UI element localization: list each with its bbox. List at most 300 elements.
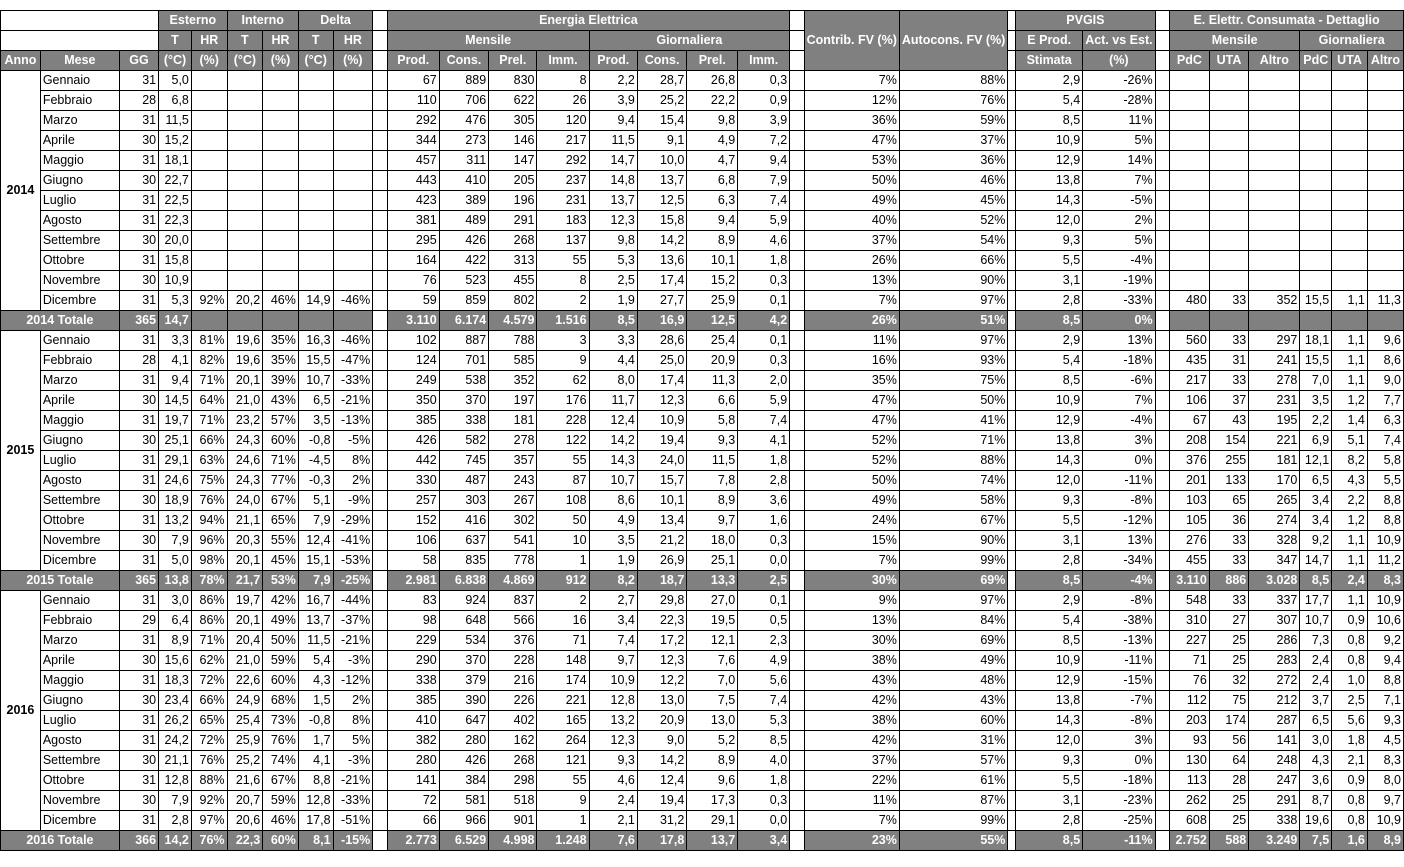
energy-cell: 11,3 [687,371,738,391]
detail-cell [1300,171,1332,191]
energy-cell: 426 [439,231,488,251]
gg-cell: 30 [119,171,158,191]
gg-cell: 366 [119,831,158,851]
detail-cell [1249,91,1300,111]
climate-cell: -5% [333,431,373,451]
detail-cell: 8,8 [1367,491,1403,511]
detail-cell: 560 [1170,331,1210,351]
eprod-cell: 8,5 [1016,631,1083,651]
energy-cell: 352 [489,371,537,391]
detail-cell: 7,7 [1367,391,1403,411]
table-row [1,91,1404,111]
detail-cell [1170,71,1210,91]
table-row [1,431,1404,451]
detail-cell [1367,251,1403,271]
energy-cell: 9,4 [738,151,790,171]
climate-cell: 13,8 [159,571,192,591]
detail-cell [1249,251,1300,271]
table-row [1,71,1404,91]
energy-cell: 2,2 [589,71,637,91]
autocons-cell: 55% [899,831,1007,851]
detail-cell: 8,8 [1367,511,1403,531]
energy-cell: 17,4 [637,271,686,291]
detail-cell: 0,9 [1332,611,1368,631]
energy-cell: 243 [489,471,537,491]
table-row [1,371,1404,391]
header-autocons: Autocons. FV (%) [899,11,1007,71]
energy-cell: 8,9 [687,231,738,251]
year-cell: 2015 [1,331,41,571]
detail-cell: 2,4 [1300,671,1332,691]
energy-cell: 2,3 [738,631,790,651]
total-row [1,311,1404,331]
energy-cell: 802 [489,291,537,311]
energy-cell: 165 [537,711,589,731]
month-cell: Novembre [40,531,119,551]
energy-cell: 5,9 [738,391,790,411]
energy-cell: 2,1 [589,811,637,831]
detail-cell: 548 [1170,591,1210,611]
detail-cell [1300,211,1332,231]
contrib-cell: 49% [804,191,899,211]
energy-cell: 10,9 [637,411,686,431]
detail-cell: 347 [1249,551,1300,571]
climate-cell: 18,1 [159,151,192,171]
actvs-cell: -11% [1083,651,1155,671]
detail-cell: 8,2 [1332,451,1368,471]
climate-cell [227,191,263,211]
climate-cell: 24,2 [159,731,192,751]
energy-cell: 9 [537,351,589,371]
autocons-cell: 88% [899,71,1007,91]
climate-cell: 76% [191,491,227,511]
gg-cell: 31 [119,551,158,571]
detail-cell [1300,131,1332,151]
energy-cell: 0,3 [738,71,790,91]
header-eprod-2: Stimata [1016,51,1083,71]
energy-cell: 137 [537,231,589,251]
detail-cell [1209,311,1248,331]
gg-cell: 31 [119,411,158,431]
eprod-cell: 13,8 [1016,431,1083,451]
energy-cell: 582 [439,431,488,451]
actvs-cell: -28% [1083,91,1155,111]
energy-cell: 12,2 [637,671,686,691]
climate-cell: 15,1 [298,551,333,571]
energy-cell: 280 [439,731,488,751]
energy-cell: 622 [489,91,537,111]
eprod-cell: 14,3 [1016,191,1083,211]
header-actvs-2: (%) [1083,51,1155,71]
energy-cell: 455 [489,271,537,291]
header-imm-m: Imm. [537,51,589,71]
climate-cell: 39% [263,371,299,391]
detail-cell [1367,171,1403,191]
energy-cell: 11,5 [687,451,738,471]
detail-cell: 1,4 [1332,411,1368,431]
energy-cell: 8,5 [738,731,790,751]
climate-cell [298,211,333,231]
detail-cell: 76 [1170,671,1210,691]
eprod-cell: 2,8 [1016,291,1083,311]
gg-cell: 28 [119,351,158,371]
actvs-cell: -18% [1083,771,1155,791]
energy-cell: 426 [439,751,488,771]
energy-cell: 924 [439,591,488,611]
climate-cell: 46% [263,811,299,831]
actvs-cell: -23% [1083,791,1155,811]
detail-cell [1367,231,1403,251]
detail-cell [1332,71,1368,91]
energy-cell: 14,8 [589,171,637,191]
eprod-cell: 12,9 [1016,671,1083,691]
climate-cell: 59% [263,651,299,671]
climate-cell: -44% [333,591,373,611]
eprod-cell: 5,5 [1016,771,1083,791]
detail-cell: 2,2 [1300,411,1332,431]
actvs-cell: -15% [1083,671,1155,691]
energy-cell: 376 [489,631,537,651]
climate-cell: 64% [191,391,227,411]
detail-cell [1332,171,1368,191]
energy-cell: 147 [489,151,537,171]
energy-cell: 338 [439,411,488,431]
autocons-cell: 67% [899,511,1007,531]
gg-cell: 28 [119,91,158,111]
gg-cell: 31 [119,671,158,691]
detail-cell: 3.249 [1249,831,1300,851]
contrib-cell: 15% [804,531,899,551]
contrib-cell: 30% [804,571,899,591]
climate-cell: 19,6 [227,331,263,351]
detail-cell: 0,8 [1332,631,1368,651]
header-contrib: Contrib. FV (%) [804,11,899,71]
climate-cell: 53% [263,571,299,591]
contrib-cell: 35% [804,371,899,391]
energy-cell: 410 [387,711,439,731]
energy-cell: 28,7 [637,71,686,91]
detail-cell: 174 [1209,711,1248,731]
energy-cell: 162 [489,731,537,751]
climate-cell [333,111,373,131]
energy-cell: 423 [387,191,439,211]
month-cell: Aprile [40,391,119,411]
energy-cell: 311 [439,151,488,171]
gg-cell: 31 [119,511,158,531]
climate-cell [191,131,227,151]
detail-cell: 278 [1249,371,1300,391]
gg-cell: 30 [119,531,158,551]
detail-cell: 112 [1170,691,1210,711]
eprod-cell: 12,0 [1016,731,1083,751]
energy-cell: 273 [439,131,488,151]
energy-cell: 370 [439,391,488,411]
energy-cell: 912 [537,571,589,591]
energy-cell: 205 [489,171,537,191]
energy-cell: 226 [489,691,537,711]
energy-cell: 379 [439,671,488,691]
detail-cell [1300,231,1332,251]
table-row [1,671,1404,691]
detail-cell [1170,191,1210,211]
energy-cell: 13,2 [589,711,637,731]
climate-cell [227,171,263,191]
climate-cell: 2% [333,471,373,491]
climate-cell: 2% [333,691,373,711]
total-row [1,831,1404,851]
autocons-cell: 54% [899,231,1007,251]
climate-cell: -33% [333,791,373,811]
detail-cell [1249,191,1300,211]
table-row [1,171,1404,191]
climate-cell: 78% [191,571,227,591]
month-cell: Aprile [40,131,119,151]
gg-cell: 31 [119,191,158,211]
climate-cell: 82% [191,351,227,371]
detail-cell: 2,5 [1332,691,1368,711]
gg-cell: 31 [119,211,158,231]
energy-cell: 637 [439,531,488,551]
eprod-cell: 5,4 [1016,611,1083,631]
detail-cell [1367,271,1403,291]
energy-cell: 298 [489,771,537,791]
energy-cell: 2.773 [387,831,439,851]
actvs-cell: -11% [1083,831,1155,851]
detail-cell: 170 [1249,471,1300,491]
eprod-cell: 10,9 [1016,651,1083,671]
energy-cell: 66 [387,811,439,831]
climate-cell: 86% [191,611,227,631]
contrib-cell: 42% [804,691,899,711]
climate-cell: 15,2 [159,131,192,151]
actvs-cell: -6% [1083,371,1155,391]
energy-cell: 966 [439,811,488,831]
climate-cell: 24,3 [227,471,263,491]
detail-cell [1332,251,1368,271]
climate-cell: 75% [191,471,227,491]
table-row [1,411,1404,431]
header-uta-m: UTA [1209,51,1248,71]
energy-cell: 216 [489,671,537,691]
climate-cell: 25,2 [227,751,263,771]
climate-cell: 26,2 [159,711,192,731]
autocons-cell: 60% [899,711,1007,731]
detail-cell: 31 [1209,351,1248,371]
climate-cell: -4,5 [298,451,333,471]
climate-cell [333,191,373,211]
energy-cell: 0,3 [738,271,790,291]
detail-cell: 1,0 [1332,671,1368,691]
energy-cell: 7,4 [738,411,790,431]
month-cell: Luglio [40,451,119,471]
climate-cell [191,111,227,131]
energy-cell: 10,7 [589,471,637,491]
energy-cell: 0,0 [738,551,790,571]
detail-cell [1300,91,1332,111]
detail-cell: 255 [1209,451,1248,471]
eprod-cell: 12,9 [1016,151,1083,171]
detail-cell: 9,2 [1367,631,1403,651]
energy-cell: 221 [537,691,589,711]
energy-cell: 181 [489,411,537,431]
energy-cell: 7,4 [738,191,790,211]
detail-cell: 0,8 [1332,651,1368,671]
climate-cell: 73% [263,711,299,731]
detail-cell [1249,231,1300,251]
energy-cell: 4,6 [738,231,790,251]
autocons-cell: 51% [899,311,1007,331]
energy-cell: 12,3 [589,211,637,231]
climate-cell: 14,2 [159,831,192,851]
gg-cell: 29 [119,611,158,631]
climate-cell: 60% [263,831,299,851]
detail-cell [1170,251,1210,271]
energy-cell: 176 [537,391,589,411]
energy-cell: 443 [387,171,439,191]
month-cell: Marzo [40,631,119,651]
autocons-cell: 84% [899,611,1007,631]
climate-cell [333,171,373,191]
energy-cell: 3.110 [387,311,439,331]
month-cell: Dicembre [40,291,119,311]
month-cell: Settembre [40,491,119,511]
detail-cell: 11,2 [1367,551,1403,571]
energy-cell: 426 [387,431,439,451]
month-cell: Gennaio [40,71,119,91]
climate-cell [191,211,227,231]
eprod-cell: 10,9 [1016,131,1083,151]
detail-cell: 25 [1209,631,1248,651]
detail-cell: 4,3 [1300,751,1332,771]
climate-cell: 20,1 [227,611,263,631]
detail-cell: 1,8 [1332,731,1368,751]
gg-cell: 30 [119,751,158,771]
detail-cell: 195 [1249,411,1300,431]
climate-cell: 21,1 [159,751,192,771]
detail-cell: 297 [1249,331,1300,351]
month-cell: Marzo [40,111,119,131]
autocons-cell: 97% [899,291,1007,311]
gg-cell: 31 [119,71,158,91]
detail-cell [1209,131,1248,151]
detail-cell: 376 [1170,451,1210,471]
energy-cell: 901 [489,811,537,831]
header-t-int: T [227,31,263,51]
total-label: 2014 Totale [1,311,120,331]
climate-cell: -46% [333,331,373,351]
detail-cell: 7,3 [1300,631,1332,651]
detail-cell: 276 [1170,531,1210,551]
climate-cell [191,231,227,251]
eprod-cell: 5,5 [1016,511,1083,531]
energy-cell: 4,7 [687,151,738,171]
climate-cell: 65% [191,711,227,731]
energy-cell: 13,4 [637,511,686,531]
contrib-cell: 7% [804,811,899,831]
energy-cell: 228 [537,411,589,431]
gg-cell: 31 [119,711,158,731]
detail-cell: 208 [1170,431,1210,451]
detail-cell: 130 [1170,751,1210,771]
energy-cell: 29,1 [687,811,738,831]
climate-cell: -41% [333,531,373,551]
climate-cell: 15,5 [298,351,333,371]
autocons-cell: 57% [899,751,1007,771]
header-prod-m: Prod. [387,51,439,71]
climate-cell: 8,8 [298,771,333,791]
detail-cell [1332,271,1368,291]
detail-cell: 3,4 [1300,491,1332,511]
table-row [1,771,1404,791]
detail-cell: 113 [1170,771,1210,791]
header-esterno: Esterno [159,11,227,31]
detail-cell: 8,8 [1367,671,1403,691]
energy-cell: 13,7 [637,171,686,191]
detail-cell: 19,6 [1300,811,1332,831]
gg-cell: 30 [119,651,158,671]
energy-cell: 12,4 [589,411,637,431]
actvs-cell: 3% [1083,431,1155,451]
climate-cell: 63% [191,451,227,471]
detail-cell: 71 [1170,651,1210,671]
detail-cell: 8,9 [1367,831,1403,851]
eprod-cell: 2,9 [1016,331,1083,351]
energy-cell: 7,6 [687,651,738,671]
gg-cell: 30 [119,431,158,451]
actvs-cell: -33% [1083,291,1155,311]
climate-cell: 21,7 [227,571,263,591]
table-row [1,251,1404,271]
detail-cell: 5,5 [1367,471,1403,491]
climate-cell [191,151,227,171]
climate-cell: 35% [263,351,299,371]
energy-cell: 268 [489,751,537,771]
month-cell: Aprile [40,651,119,671]
energy-cell: 26,8 [687,71,738,91]
energy-cell: 410 [439,171,488,191]
autocons-cell: 69% [899,631,1007,651]
climate-cell [227,91,263,111]
detail-cell [1300,191,1332,211]
actvs-cell: 13% [1083,531,1155,551]
climate-cell: -37% [333,611,373,631]
detail-cell: 435 [1170,351,1210,371]
detail-cell [1249,271,1300,291]
energy-cell: 121 [537,751,589,771]
energy-cell: 120 [537,111,589,131]
actvs-cell: 0% [1083,451,1155,471]
contrib-cell: 13% [804,611,899,631]
energy-cell: 0,9 [738,91,790,111]
contrib-cell: 11% [804,331,899,351]
climate-cell: 20,1 [227,371,263,391]
month-cell: Maggio [40,151,119,171]
eprod-cell: 14,3 [1016,451,1083,471]
energy-cell: 229 [387,631,439,651]
climate-cell: 5,3 [159,291,192,311]
detail-cell: 352 [1249,291,1300,311]
energy-cell: 837 [489,591,537,611]
eprod-cell: 10,9 [1016,391,1083,411]
gg-cell: 31 [119,811,158,831]
energy-cell: 15,2 [687,271,738,291]
header-det-mensile: Mensile [1170,31,1300,51]
detail-cell: 14,7 [1300,551,1332,571]
climate-cell: 88% [191,771,227,791]
energy-cell: 313 [489,251,537,271]
detail-cell: 25 [1209,791,1248,811]
energy-cell: 4,2 [738,311,790,331]
